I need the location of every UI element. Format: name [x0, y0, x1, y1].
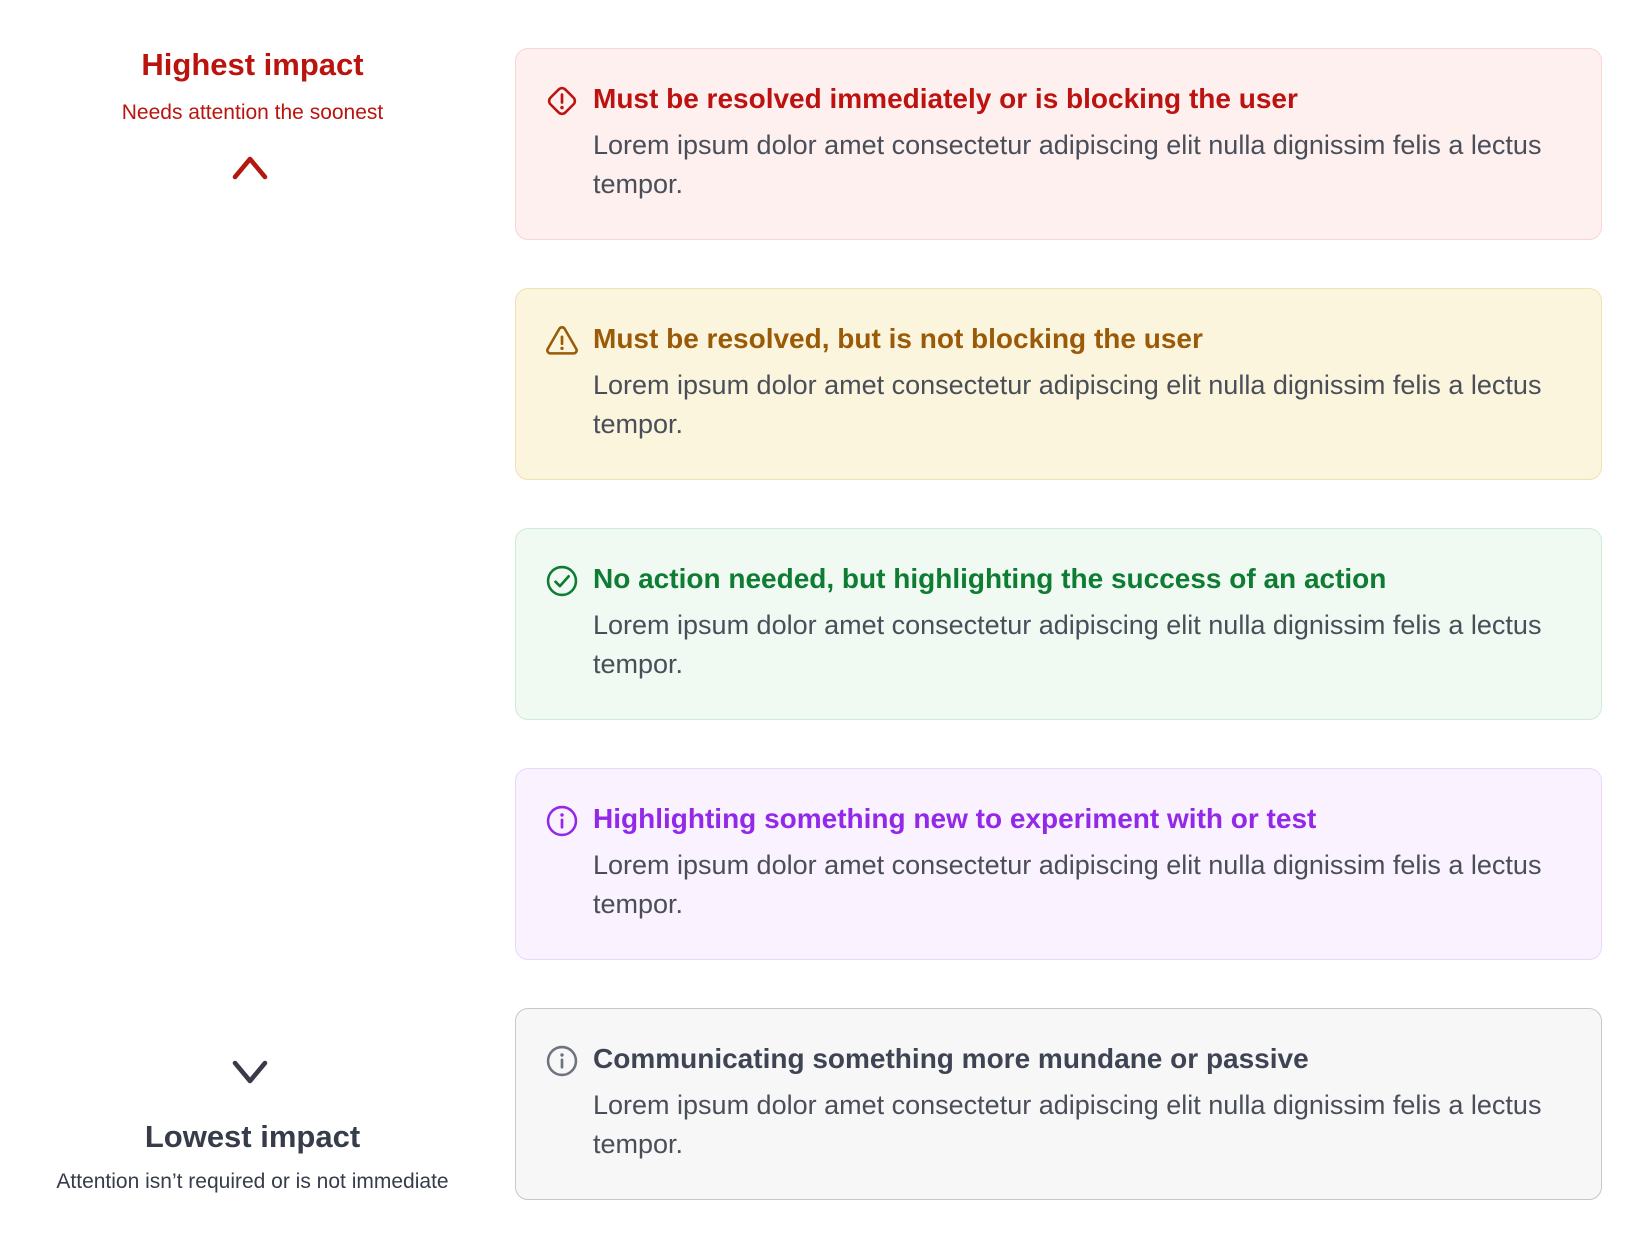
card-body: Lorem ipsum dolor amet consectetur adipiscing elit nulla dignissim felis a lectus tempor. — [593, 370, 1542, 439]
card-content — [593, 800, 1557, 924]
severity-card-success — [515, 528, 1602, 720]
card-title: Must be resolved immediately or is blocking the user — [593, 83, 1298, 114]
severity-card-list — [515, 48, 1602, 1200]
check-circle-icon — [544, 563, 580, 599]
axis-bottom-title: Lowest impact — [144, 1119, 361, 1154]
card-body: Lorem ipsum dolor amet consectetur adipiscing elit nulla dignissim felis a lectus tempor. — [593, 130, 1542, 199]
impact-axis-arrow — [226, 150, 274, 1090]
card-body: Lorem ipsum dolor amet consectetur adipiscing elit nulla dignissim felis a lectus tempor. — [593, 850, 1542, 919]
severity-card-new — [515, 768, 1602, 960]
info-circle-icon — [544, 803, 580, 839]
alert-diamond-icon — [544, 83, 580, 119]
card-content — [593, 1040, 1557, 1164]
card-content — [593, 320, 1557, 444]
card-title: Communicating something more mundane or passive — [593, 1043, 1309, 1074]
axis-top-title: Highest impact — [141, 47, 364, 82]
card-body: Lorem ipsum dolor amet consectetur adipiscing elit nulla dignissim felis a lectus tempor. — [593, 610, 1542, 679]
axis-bottom-subtitle: Attention isn’t required or is not immediate — [56, 1170, 449, 1193]
severity-card-warning — [515, 288, 1602, 480]
card-body: Lorem ipsum dolor amet consectetur adipiscing elit nulla dignissim felis a lectus tempor. — [593, 1090, 1542, 1159]
card-title: No action needed, but highlighting the success of an action — [593, 563, 1387, 594]
card-content — [593, 80, 1557, 204]
warning-triangle-icon — [544, 323, 580, 359]
info-circle-icon — [544, 1043, 580, 1079]
severity-card-neutral — [515, 1008, 1602, 1200]
axis-top-subtitle: Needs attention the soonest — [121, 101, 384, 124]
card-title: Highlighting something new to experiment with or test — [593, 803, 1317, 834]
card-content — [593, 560, 1557, 684]
severity-card-critical — [515, 48, 1602, 240]
card-title: Must be resolved, but is not blocking the user — [593, 323, 1203, 354]
